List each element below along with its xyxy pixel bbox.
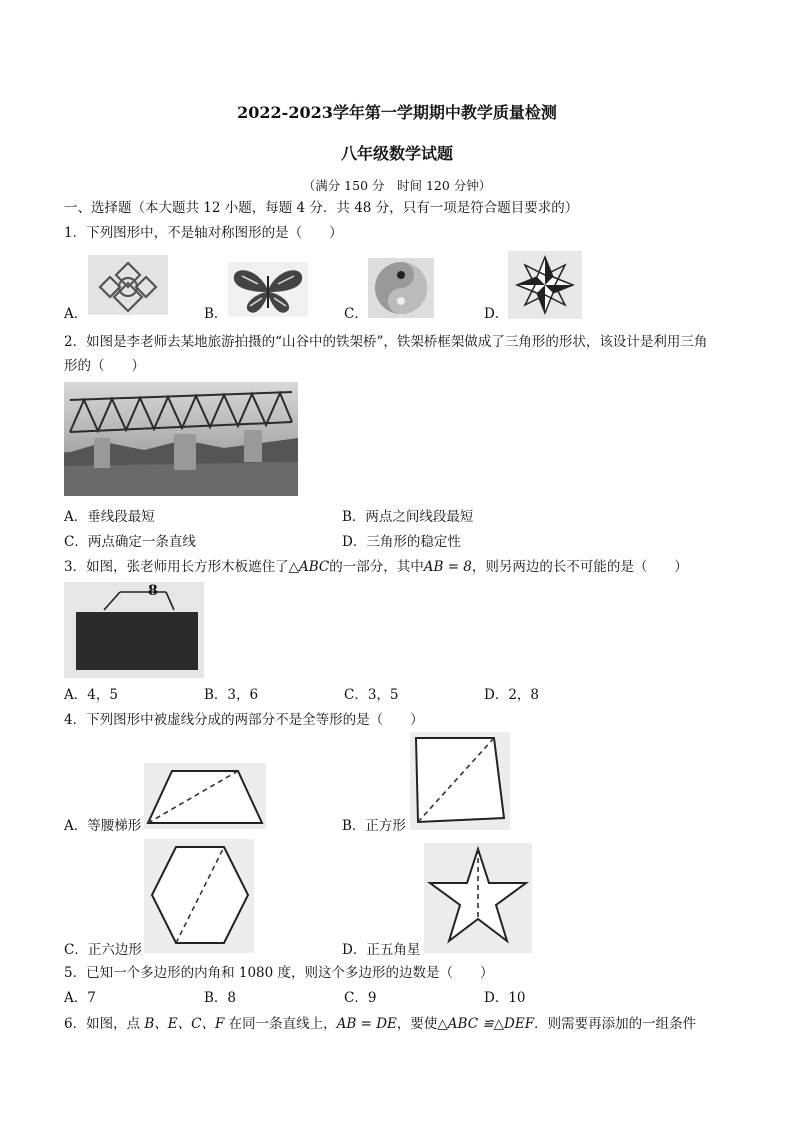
chinese-knot-figure [88,255,168,315]
q6-stem-post: ．则需要再添加的一组条件 [534,1016,697,1032]
q1-option-d-label: D． [484,306,509,322]
q2-option-c: C．两点确定一条直线 [64,534,196,550]
q3-figure-label: 8 [148,583,158,599]
q6-stem-pre: 6．如图，点 [64,1016,145,1032]
q3-stem [64,558,688,576]
star-pattern-figure [508,251,582,319]
butterfly-figure [228,262,308,317]
q6-ab-equation: AB = DE [336,1016,397,1032]
q3-ab-equation: AB = 8 [423,559,472,575]
q3-stem-post: ，则另两边的长不可能的是（ ） [471,559,688,575]
q3-stem-pre: 3．如图，张老师用长方形木板遮住了 [64,559,289,575]
bridge-photo-figure [64,382,298,496]
exam-title: 2022-2023学年第一学期期中教学质量检测 [237,103,557,122]
q6-stem-mid2: ，要使 [396,1016,438,1032]
pentagram-figure [424,843,532,953]
q2-option-d: D．三角形的稳定性 [342,534,461,550]
q2-stem-line2: 形的（ ） [64,358,145,374]
q2-option-b: B．两点之间线段最短 [342,509,474,525]
q1-option-b-label: B． [204,306,228,322]
q3-option-d: D．2，8 [484,687,540,703]
q4-option-d: D．正五角星 [342,942,421,958]
q6-congruence: △ABC ≌△DEF [437,1016,535,1032]
q4-option-b: B．正方形 [342,818,406,834]
yin-yang-figure [368,258,434,318]
q3-triangle: △ABC [288,559,330,575]
section-heading: 一、选择题（本大题共 12 小题，每题 4 分．共 48 分，只有一项是符合题目要求的） [64,200,579,216]
q3-option-c: C．3，5 [344,687,399,703]
q4-option-c: C．正六边形 [64,942,142,958]
q3-option-b: B．3，6 [204,687,259,703]
q2-option-a: A．垂线段最短 [64,509,155,525]
q6-stem [64,1015,696,1033]
q5-stem: 5．已知一个多边形的内角和 1080 度，则这个多边形的边数是（ ） [64,965,494,981]
q5-option-b: B．8 [204,990,237,1006]
square-figure [410,732,510,830]
q5-option-d: D．10 [484,990,526,1006]
q5-option-a: A．7 [64,990,96,1006]
q6-points: B、E、C、F [144,1016,225,1032]
q4-option-a: A．等腰梯形 [64,818,142,834]
q3-option-a: A．4，5 [64,687,118,703]
trapezoid-figure [144,763,266,829]
q5-option-c: C．9 [344,990,377,1006]
q3-stem-mid: 的一部分，其中 [329,559,424,575]
exam-subtitle: 八年级数学试题 [340,144,453,163]
hexagon-figure [144,839,254,953]
q6-stem-mid: 在同一条直线上， [224,1016,337,1032]
q1-option-a-label: A． [64,306,88,322]
q4-stem: 4．下列图形中被虚线分成的两部分不是全等形的是（ ） [64,712,424,728]
board-triangle-figure [64,582,204,678]
q1-stem: 1．下列图形中，不是轴对称图形的是（ ） [64,225,343,241]
q2-stem-line1: 2．如图是李老师去某地旅游拍摄的“山谷中的铁架桥”，铁架桥框架做成了三角形的形状，该设计是利用三角 [64,334,708,350]
exam-meta: （满分 150 分 时间 120 分钟） [302,178,492,193]
q1-option-c-label: C． [344,306,368,322]
